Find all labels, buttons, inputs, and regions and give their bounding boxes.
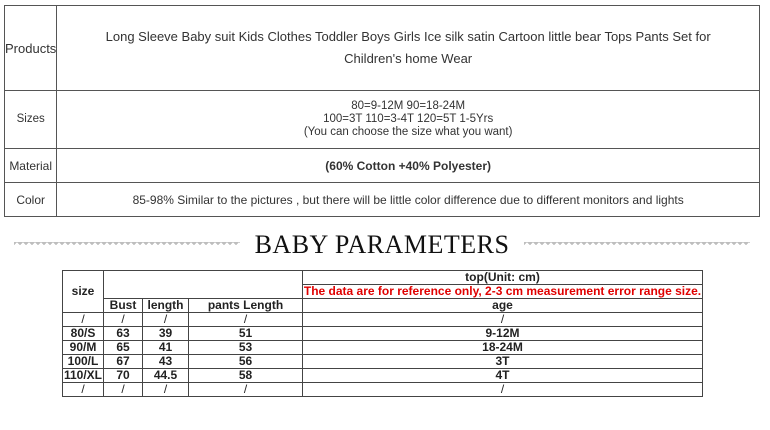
section-banner (0, 228, 770, 262)
cell-size: / (63, 313, 104, 327)
cell-pants-length: 51 (189, 327, 303, 341)
table-row (63, 383, 703, 397)
cell-length: 44.5 (143, 369, 189, 383)
material-value: (60% Cotton +40% Polyester) (325, 158, 492, 173)
col-header-pants-length: pants Length (189, 299, 303, 313)
zigzag-divider-left (14, 242, 240, 249)
cell-size: 110/XL (63, 368, 103, 382)
table-row (63, 313, 703, 327)
sizes-line: (You can choose the size what you want) (303, 126, 513, 138)
cell-age: 9-12M (303, 327, 703, 341)
cell-size: / (63, 383, 104, 397)
col-header-bust: Bust (104, 299, 143, 313)
cell-length: 39 (143, 327, 189, 341)
info-key: Sizes (5, 91, 57, 149)
info-row-color (5, 183, 760, 217)
cell-length: / (143, 383, 189, 397)
cell-age: 4T (303, 369, 703, 383)
cell-pants-length: / (189, 383, 303, 397)
sizes-line: 100=3T 110=3-4T 120=5T 1-5Yrs (323, 113, 494, 125)
product-info-table (4, 5, 760, 217)
cell-age: 3T (303, 355, 703, 369)
info-key: Products (5, 6, 57, 91)
cell-age: / (303, 313, 703, 327)
table-row (63, 369, 703, 383)
sizes-line: 80=9-12M 90=18-24M (351, 100, 466, 112)
col-header-age: age (303, 299, 703, 313)
info-row-products (5, 6, 760, 91)
cell-pants-length: / (189, 313, 303, 327)
cell-size: 80/S (63, 327, 104, 341)
cell-pants-length: 53 (189, 341, 303, 355)
info-row-sizes (5, 91, 760, 149)
cell-pants-length: 56 (189, 355, 303, 369)
cell-size: 90/M (63, 341, 104, 355)
info-key: Color (5, 183, 57, 217)
table-row (63, 341, 703, 355)
section-title: BABY PARAMETERS (254, 230, 510, 259)
cell-bust: 70 (104, 369, 143, 383)
cell-age: / (303, 383, 703, 397)
cell-pants-length: 58 (189, 369, 303, 383)
cell-size: 100/L (63, 355, 104, 369)
info-value (57, 91, 760, 149)
info-row-material (5, 149, 760, 183)
cell-bust: / (104, 313, 143, 327)
header-spacer (104, 271, 303, 299)
info-value (57, 6, 760, 91)
zigzag-divider-right (524, 242, 750, 249)
cell-age: 18-24M (303, 341, 703, 355)
measurement-note: The data are for reference only, 2-3 cm measurement error range size. (303, 284, 702, 298)
size-header-row (63, 271, 703, 285)
col-header-length: length (143, 299, 189, 313)
top-unit-label: top(Unit: cm) (303, 271, 703, 285)
cell-bust: / (104, 383, 143, 397)
info-key: Material (5, 149, 57, 183)
cell-length: / (143, 313, 189, 327)
cell-bust: 63 (104, 327, 143, 341)
table-row (63, 327, 703, 341)
info-value (57, 149, 760, 183)
cell-bust: 65 (104, 341, 143, 355)
info-value: 85-98% Similar to the pictures , but there will be little color difference due to different monitors and lights (57, 183, 760, 217)
table-row (63, 355, 703, 369)
cell-length: 41 (143, 341, 189, 355)
cell-length: 43 (143, 355, 189, 369)
product-title: Long Sleeve Baby suit Kids Clothes Toddler Boys Girls Ice silk satin Cartoon little bear Tops Pants Set for Children's home Wear (105, 29, 711, 66)
cell-bust: 67 (104, 355, 143, 369)
size-parameters-table (62, 270, 703, 397)
size-header: size (63, 271, 104, 313)
column-header-row (63, 299, 703, 313)
